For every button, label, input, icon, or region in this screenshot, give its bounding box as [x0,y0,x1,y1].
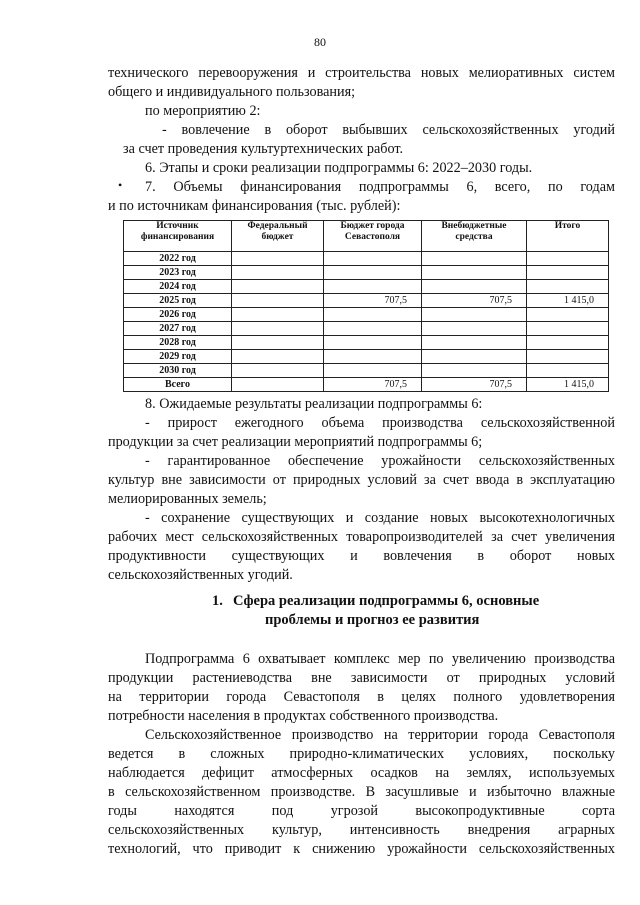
para-2-line-2: ведется в сложных природно-климатических условиях, поскольку [108,746,615,762]
measure-2-text-1: - вовлечение в оборот выбывших сельскохозяйственных угодий [162,122,615,138]
row-year: 2030 год [124,364,232,378]
section-title-line-1: Сфера реализации подпрограммы 6, основные [233,593,540,609]
row-year: 2024 год [124,280,232,294]
para-1-line-4: потребности населения в продуктах собственного производства. [108,708,499,724]
cell-extra: 707,5 [422,378,527,392]
cell-city [324,266,422,280]
cell-city [324,280,422,294]
table-row [124,266,609,280]
intro-line-2: общего и индивидуального пользования; [108,84,356,100]
table-header-row [124,221,609,252]
item-6-stages: 6. Этапы и сроки реализации подпрограммы 6: 2022–2030 годы. [145,160,533,176]
result-1-line-2: продукции за счет реализации мероприятий подпрограммы 6; [108,434,483,450]
cell-city [324,252,422,266]
para-1-line-1: Подпрограмма 6 охватывает комплекс мер по увеличению производства [145,651,615,667]
cell-city: 707,5 [324,294,422,308]
cell-federal [232,294,324,308]
cell-total [527,364,609,378]
table-row [124,350,609,364]
page-number: 80 [314,35,326,49]
cell-extra: 707,5 [422,294,527,308]
cell-federal [232,336,324,350]
cell-federal [232,280,324,294]
header-city: Бюджет города Севастополя [324,221,422,252]
cell-city [324,308,422,322]
cell-extra [422,308,527,322]
para-2-line-1: Сельскохозяйственное производство на территории города Севастополя [145,727,615,743]
para-2-line-4: в сельскохозяйственном производстве. В засушливые и избыточно влажные [108,784,615,800]
cell-total [527,350,609,364]
row-year: 2028 год [124,336,232,350]
section-number: 1. [212,593,223,609]
cell-extra [422,280,527,294]
cell-extra [422,364,527,378]
result-2-line-3: мелиорированных земель; [108,491,267,507]
para-1-line-3: на территории города Севастополя в целях полного удовлетворения [108,689,615,705]
cell-extra [422,252,527,266]
cell-total: 1 415,0 [527,294,609,308]
cell-total [527,336,609,350]
cell-city [324,336,422,350]
measure-2-label: по мероприятию 2: [145,103,261,119]
para-1-line-2: продукции растениеводства вне зависимости от природных условий [108,670,615,686]
section-title-line-2: проблемы и прогноз ее развития [265,612,480,628]
result-3-line-1: - сохранение существующих и создание новых высокотехнологичных [145,510,615,526]
cell-total [527,252,609,266]
measure-2-text-2: за счет проведения культуртехнических работ. [123,141,404,157]
result-1-line-1: - прирост ежегодного объема производства сельскохозяйственной [145,415,615,431]
table-row [124,252,609,266]
cell-federal [232,308,324,322]
table-total-row [124,378,609,392]
row-year: 2022 год [124,252,232,266]
cell-extra [422,266,527,280]
header-extra: Внебюджетные средства [422,221,527,252]
result-2-line-2: культур вне зависимости от природных условий за счет ввода в эксплуатацию [108,472,615,488]
row-year: 2025 год [124,294,232,308]
cell-federal [232,350,324,364]
table-row [124,308,609,322]
item-8-title: 8. Ожидаемые результаты реализации подпрограммы 6: [145,396,483,412]
para-2-line-6: сельскохозяйственных культур, интенсивность внедрения аграрных [108,822,615,838]
result-3-line-2: рабочих мест сельскохозяйственных товаропроизводителей за счет увеличения [108,529,615,545]
cell-city [324,350,422,364]
para-2-line-7: технологий, что приводит к снижению урожайности сельскохозяйственных [108,841,615,857]
row-year: 2023 год [124,266,232,280]
cell-extra [422,350,527,364]
header-source: Источник финансирования [124,221,232,252]
cell-city [324,364,422,378]
cell-extra [422,322,527,336]
cell-federal [232,322,324,336]
cell-federal [232,378,324,392]
cell-city: 707,5 [324,378,422,392]
result-3-line-3: продуктивности существующих и вовлечения в оборот новых [108,548,615,564]
margin-mark: • [118,178,123,192]
cell-total [527,280,609,294]
header-total: Итого [527,221,609,252]
para-2-line-5: годы находятся под угрозой высокопродуктивные сорта [108,803,615,819]
intro-line-1: технического перевооружения и строительства новых мелиоративных систем [108,65,615,81]
cell-city [324,322,422,336]
cell-extra [422,336,527,350]
cell-federal [232,266,324,280]
cell-federal [232,364,324,378]
result-2-line-1: - гарантированное обеспечение урожайности сельскохозяйственных [145,453,615,469]
cell-total [527,322,609,336]
table-row [124,364,609,378]
financing-table [123,220,609,392]
header-federal: Федеральный бюджет [232,221,324,252]
table-row [124,322,609,336]
para-2-line-3: наблюдается дефицит атмосферных осадков на землях, используемых [108,765,615,781]
table-row [124,294,609,308]
row-year: 2026 год [124,308,232,322]
result-3-line-4: сельскохозяйственных угодий. [108,567,293,583]
cell-total [527,266,609,280]
row-year: Всего [124,378,232,392]
cell-total [527,308,609,322]
item-7-line-1: 7. Объемы финансирования подпрограммы 6, всего, по годам [145,179,615,195]
table-row [124,336,609,350]
table-row [124,280,609,294]
row-year: 2027 год [124,322,232,336]
item-7-line-2: и по источникам финансирования (тыс. рублей): [108,198,401,214]
row-year: 2029 год [124,350,232,364]
cell-federal [232,252,324,266]
cell-total: 1 415,0 [527,378,609,392]
